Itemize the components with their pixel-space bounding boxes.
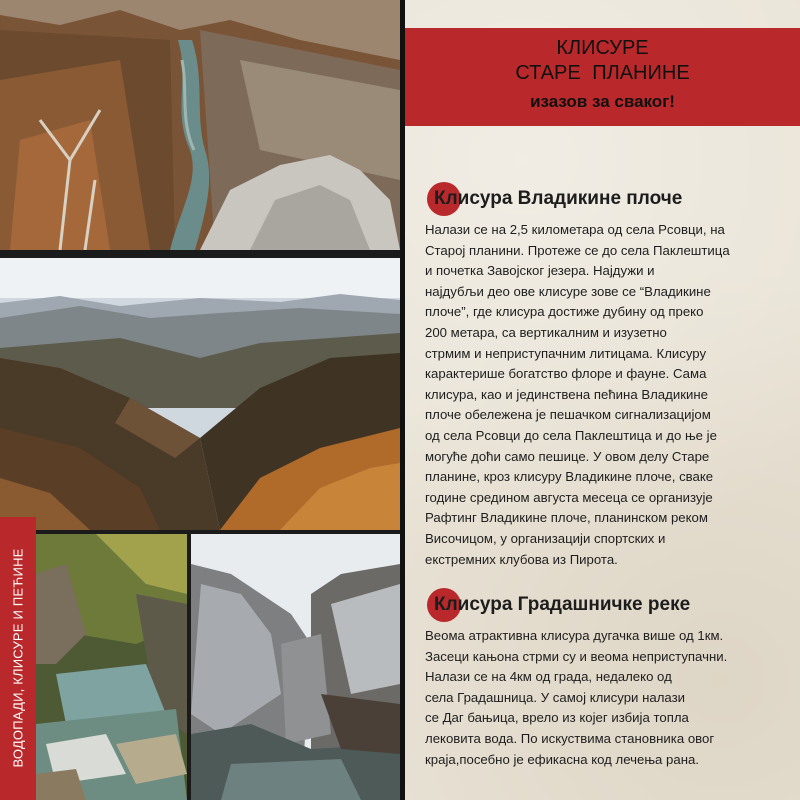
title-banner (405, 28, 800, 126)
canyon-panorama-photo (0, 258, 400, 530)
stream-waterfall-photo (36, 534, 187, 800)
section-body-vladikine: Налази се на 2,5 километара од села Рсовци, на Старој планини. Протеже се до села Паклештица и почетка Завојског језера. Најдужи и најдубљи део ове клисуре зове се “Владикине плоче”, где клисура достиже дубину од преко 200 метара, са вертикалним и изузетно стрмим и неприступачним литицама. Клисуру карактерише богатство флоре и фауне. Сама клисура, као и јединствена пећина Владикине плоче обележена је пешачком сигнализацијом од села Рсовци до села Паклештица и до ње је могуће доћи само пешице. У овом делу Старе планине, кроз клисуру Владикине плоче, сваке године средином августа месеца се организује Рафтинг Владикине плоче, планинском реком Височицом, у организацији спортских и екстремних клубова из Пирота. (425, 222, 730, 567)
section-body-gradasnicke: Веома атрактивна клисура дугачка више од 1км. Засеци кањона стрми су и веома неприступачни. Налази се на 4км од града, недалеко од села Градашница. У самој клисури налази се Даг бањица, врело из којег избија топла лековита вода. По искуствима становника овог краја,посебно је ефикасна код лечења рана. (425, 628, 728, 767)
banner-tagline: изазов за сваког! (530, 92, 675, 111)
banner-line-1: КЛИСУРЕ (556, 37, 649, 59)
text-panel (405, 0, 800, 800)
snowy-gorge-photo (191, 534, 400, 800)
side-tab-label: ВОДОПАДИ, КЛИСУРЕ И ПЕЋИНЕ (10, 548, 26, 768)
banner-line-2: СТАРЕ ПЛАНИНЕ (515, 62, 690, 84)
section-title: Клисура Владикине плоче (434, 188, 683, 209)
gorge-river-photo (0, 0, 400, 250)
section-title: Клисура Градашничке реке (434, 594, 691, 615)
side-tab (0, 517, 36, 800)
